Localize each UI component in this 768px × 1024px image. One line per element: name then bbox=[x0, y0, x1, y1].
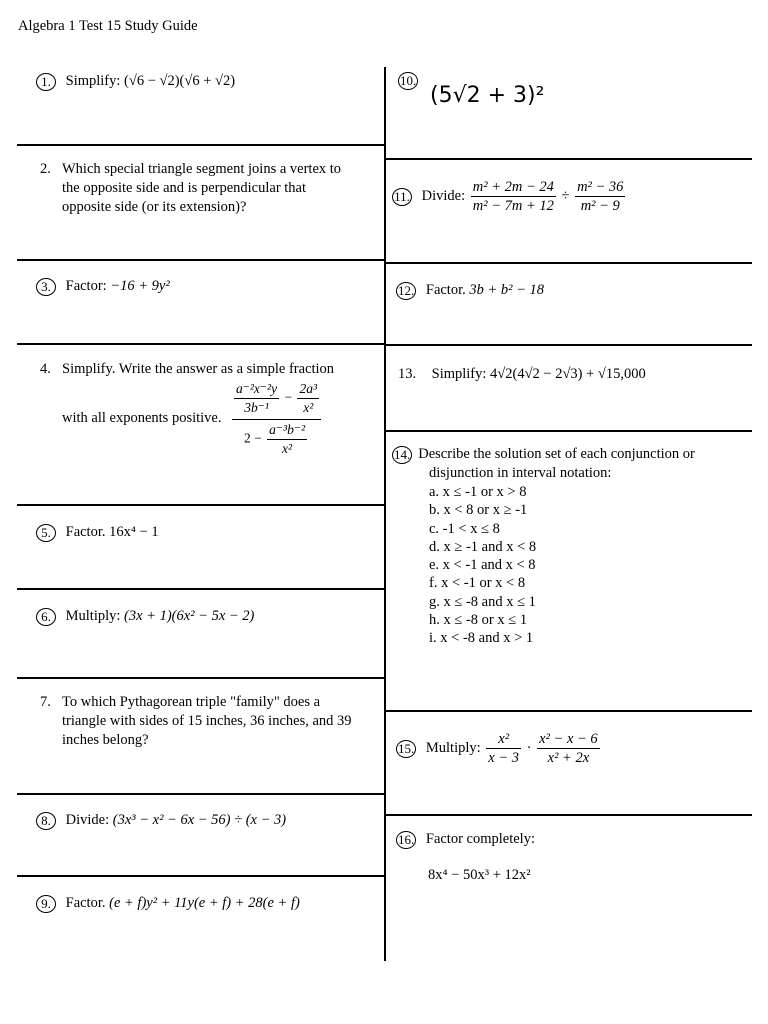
list-item: h. x ≤ -8 or x ≤ 1 bbox=[429, 612, 528, 629]
question-label: Simplify: bbox=[65, 73, 121, 89]
row-divider bbox=[384, 814, 752, 816]
question-expression: (5√2 + 3)² bbox=[430, 83, 545, 108]
list-item: a. x ≤ -1 or x > 8 bbox=[429, 484, 527, 500]
question-text-line: triangle with sides of 15 inches, 36 inches, and 39 bbox=[62, 713, 352, 729]
fraction-numerator: a⁻³b⁻² bbox=[269, 422, 305, 437]
question-number: 7. bbox=[40, 694, 51, 710]
list-item: c. -1 < x ≤ 8 bbox=[429, 520, 500, 537]
row-divider bbox=[384, 710, 752, 712]
question-number: 12. bbox=[398, 282, 415, 298]
question-8 bbox=[36, 811, 286, 830]
question-expression: (√6 − √2)(√6 + √2) bbox=[124, 73, 236, 89]
fraction-denominator: x² bbox=[267, 439, 307, 458]
question-14 bbox=[392, 445, 695, 648]
complex-fraction bbox=[232, 380, 321, 458]
fraction-denominator: m² − 7m + 12 bbox=[472, 198, 554, 214]
row-divider bbox=[17, 875, 385, 877]
fraction-numerator: a⁻²x⁻²y bbox=[236, 381, 278, 396]
row-divider bbox=[384, 344, 752, 346]
question-label: Multiply: bbox=[65, 608, 121, 624]
question-text-line: disjunction in interval notation: bbox=[429, 465, 612, 481]
fraction-denominator: x² bbox=[297, 398, 319, 417]
question-label: Factor. bbox=[65, 895, 106, 911]
row-divider bbox=[17, 588, 385, 590]
list-item: d. x ≥ -1 and x < 8 bbox=[429, 538, 537, 555]
question-13 bbox=[398, 365, 646, 384]
question-number: 5. bbox=[36, 524, 56, 542]
row-divider bbox=[384, 430, 752, 432]
question-expression: (e + f)y² + 11y(e + f) + 28(e + f) bbox=[109, 895, 300, 911]
operator: · bbox=[526, 740, 532, 756]
row-divider bbox=[384, 262, 752, 264]
question-expression: 4√2(4√2 − 2√3) + √15,000 bbox=[490, 366, 646, 382]
question-number: 13. bbox=[398, 366, 417, 382]
question-text-line: opposite side (or its extension)? bbox=[62, 199, 247, 215]
question-11 bbox=[392, 178, 627, 215]
row-divider bbox=[17, 343, 385, 345]
question-label: Factor: bbox=[65, 278, 107, 294]
minus-sign: − bbox=[284, 389, 293, 405]
question-number: 10. bbox=[400, 73, 417, 88]
question-text-line: Describe the solution set of each conjunction or bbox=[418, 446, 695, 462]
fraction-denominator: m² − 9 bbox=[575, 196, 625, 215]
question-16 bbox=[396, 830, 535, 849]
list-item: e. x < -1 and x < 8 bbox=[429, 557, 536, 574]
question-3 bbox=[36, 277, 170, 296]
question-label: Factor completely: bbox=[425, 831, 535, 847]
column-divider bbox=[384, 67, 386, 961]
row-divider bbox=[384, 158, 752, 160]
question-6 bbox=[36, 607, 254, 626]
question-number: 9. bbox=[36, 895, 56, 913]
list-item: b. x < 8 or x ≥ -1 bbox=[429, 502, 528, 519]
question-5 bbox=[36, 523, 159, 542]
question-label: Multiply: bbox=[425, 740, 481, 756]
question-label: Factor. bbox=[425, 282, 466, 298]
question-expression: 3b + b² − 18 bbox=[469, 282, 545, 298]
fraction-denominator: 3b⁻¹ bbox=[234, 398, 279, 417]
question-text-line: Simplify. Write the answer as a simple fraction bbox=[62, 361, 335, 377]
question-label: Simplify: bbox=[431, 366, 487, 382]
question-12 bbox=[396, 281, 544, 300]
fraction-numerator: x² bbox=[498, 731, 510, 747]
question-label: Factor. bbox=[65, 524, 106, 540]
question-number: 8. bbox=[36, 812, 56, 830]
question-expression: (3x + 1)(6x² − 5x − 2) bbox=[124, 608, 255, 624]
question-15 bbox=[396, 730, 602, 767]
question-10 bbox=[398, 72, 424, 91]
question-text-line: inches belong? bbox=[62, 732, 149, 748]
question-7 bbox=[40, 693, 352, 750]
fraction-numerator: x² − x − 6 bbox=[539, 731, 598, 747]
question-label: Divide: bbox=[65, 812, 110, 828]
question-label: Divide: bbox=[421, 188, 466, 204]
question-number: 1. bbox=[36, 73, 56, 91]
row-divider bbox=[17, 793, 385, 795]
question-expression: 8x⁴ − 50x³ + 12x² bbox=[428, 867, 531, 883]
row-divider bbox=[17, 144, 385, 146]
operator: ÷ bbox=[561, 188, 570, 204]
question-expression: (3x³ − x² − 6x − 56) ÷ (x − 3) bbox=[112, 812, 287, 828]
page-title: Algebra 1 Test 15 Study Guide bbox=[18, 18, 198, 34]
question-2 bbox=[40, 160, 341, 217]
question-number: 11. bbox=[392, 188, 412, 206]
question-number: 6. bbox=[36, 608, 56, 626]
fraction-denominator: x − 3 bbox=[488, 750, 520, 766]
question-4 bbox=[40, 360, 334, 379]
question-4-text: with all exponents positive. bbox=[62, 410, 222, 426]
question-9 bbox=[36, 894, 300, 913]
question-number: 15. bbox=[398, 740, 415, 756]
row-divider bbox=[17, 504, 385, 506]
row-divider bbox=[17, 677, 385, 679]
row-divider bbox=[17, 259, 385, 261]
fraction-numerator: m² + 2m − 24 bbox=[472, 179, 554, 195]
question-expression: 16x⁴ − 1 bbox=[109, 524, 159, 540]
question-number: 14. bbox=[394, 446, 411, 462]
fraction-numerator: m² − 36 bbox=[577, 179, 624, 195]
question-number: 2. bbox=[40, 161, 51, 177]
question-number: 4. bbox=[40, 361, 51, 377]
question-text-line: To which Pythagorean triple "family" does a bbox=[62, 694, 321, 710]
list-item: i. x < -8 and x > 1 bbox=[429, 630, 534, 647]
list-item: f. x < -1 or x < 8 bbox=[429, 575, 526, 592]
list-item: g. x ≤ -8 and x ≤ 1 bbox=[429, 593, 536, 610]
fraction-numerator: 2a³ bbox=[299, 381, 318, 396]
question-text-line: the opposite side and is perpendicular that bbox=[62, 180, 307, 196]
fraction-denominator: x² + 2x bbox=[537, 748, 600, 767]
bottom-term: 2 − bbox=[244, 430, 262, 446]
question-text-line: Which special triangle segment joins a vertex to bbox=[62, 161, 342, 177]
question-1 bbox=[36, 72, 235, 91]
question-number: 16. bbox=[398, 831, 415, 847]
question-number: 3. bbox=[36, 278, 56, 296]
question-expression: −16 + 9y² bbox=[110, 278, 170, 294]
